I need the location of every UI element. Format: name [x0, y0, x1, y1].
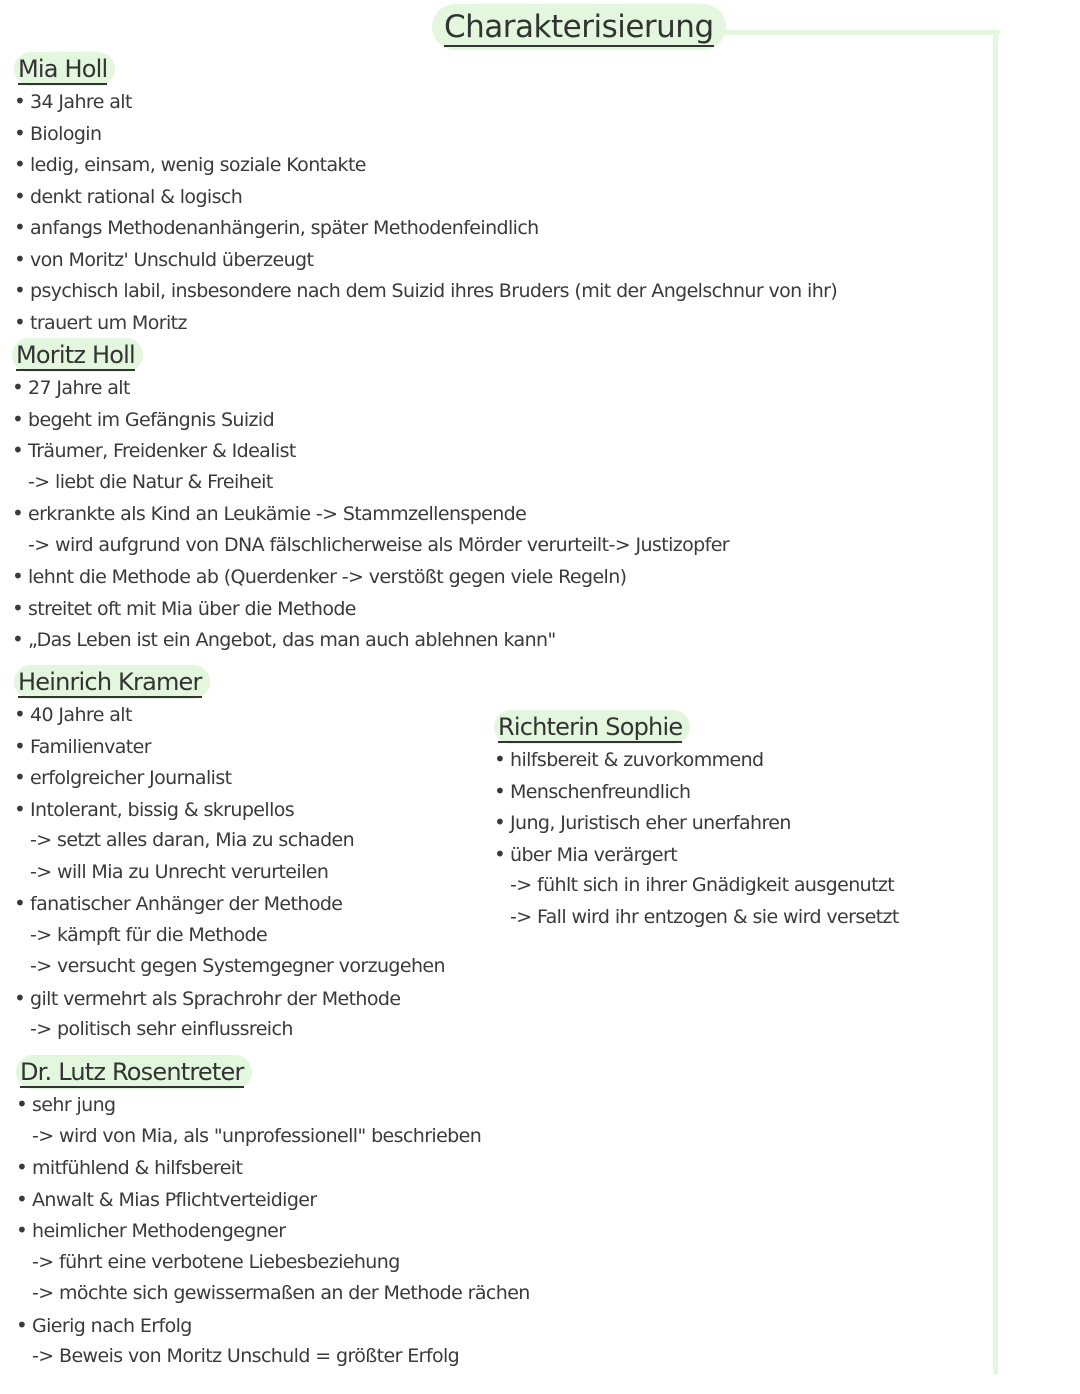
- point-text: trauert um Moritz: [30, 311, 187, 334]
- sub-point: [14, 951, 445, 983]
- point-text: mitfühlend & hilfsbereit: [32, 1157, 243, 1179]
- sub-point: [494, 870, 899, 902]
- point-text: -> fühlt sich in ihrer Gnädigkeit ausgenutzt: [510, 874, 895, 896]
- bullet-point: [14, 762, 445, 794]
- point-text: 40 Jahre alt: [30, 704, 132, 726]
- section-heading-text: Mia Holl: [18, 55, 108, 83]
- section-heading-text: Richterin Sophie: [498, 713, 683, 741]
- section-dr-lutz-rosentreter: [16, 1055, 530, 1373]
- point-text: sehr jung: [32, 1094, 116, 1116]
- point-text: -> wird aufgrund von DNA fälschlicherweise als Mörder verurteilt-> Justizopfer: [28, 533, 729, 556]
- point-text: Familienvater: [30, 735, 151, 758]
- point-text: Jung, Juristisch eher unerfahren: [510, 812, 791, 834]
- point-text: 34 Jahre alt: [30, 91, 132, 113]
- point-text: Gierig nach Erfolg: [32, 1314, 192, 1337]
- bullet-point: [16, 1152, 530, 1184]
- sub-point: [16, 1341, 530, 1373]
- point-text: -> möchte sich gewissermaßen an der Methode rächen: [32, 1282, 530, 1304]
- bullet-point: [16, 1184, 530, 1216]
- bullet-point: [14, 244, 837, 276]
- page-title: Charakterisierung: [432, 4, 726, 50]
- bullet-point: [14, 275, 837, 307]
- section-mia-holl: [14, 52, 837, 338]
- point-text: Menschenfreundlich: [510, 780, 691, 803]
- sub-point: [16, 1278, 530, 1310]
- point-text: Träumer, Freidenker & Idealist: [28, 440, 296, 462]
- point-text: „Das Leben ist ein Angebot, das man auch ablehnen kann": [28, 629, 556, 651]
- sub-point: [14, 1014, 445, 1046]
- point-text: Biologin: [30, 122, 102, 145]
- sub-point: [12, 530, 729, 562]
- bullet-point: [12, 498, 729, 530]
- bullet-point: [14, 181, 837, 213]
- bullet-point: [14, 118, 837, 150]
- section-richterin-sophie: [494, 710, 899, 933]
- point-text: streitet oft mit Mia über die Methode: [28, 597, 356, 620]
- bullet-point: [14, 731, 445, 763]
- bullet-point: [14, 307, 837, 339]
- section-heading: [16, 1055, 252, 1089]
- decorative-border-right: [993, 30, 998, 1375]
- point-text: hilfsbereit & zuvorkommend: [510, 749, 764, 771]
- bullet-point: [12, 404, 729, 436]
- bullet-point: [494, 839, 899, 871]
- section-heading: [14, 52, 115, 86]
- bullet-point: [14, 699, 445, 731]
- bullet-point: [14, 983, 445, 1015]
- point-text: fanatischer Anhänger der Methode: [30, 893, 343, 915]
- point-text: -> liebt die Natur & Freiheit: [28, 470, 273, 493]
- point-text: von Moritz' Unschuld überzeugt: [30, 248, 314, 271]
- bullet-point: [14, 86, 837, 118]
- point-text: über Mia verärgert: [510, 843, 678, 866]
- bullet-point: [12, 624, 729, 656]
- point-text: begeht im Gefängnis Suizid: [28, 408, 275, 431]
- bullet-point: [12, 561, 729, 593]
- section-heading-text: Dr. Lutz Rosentreter: [20, 1058, 244, 1086]
- point-text: anfangs Methodenanhängerin, später Methodenfeindlich: [30, 217, 539, 239]
- point-text: -> will Mia zu Unrecht verurteilen: [30, 860, 329, 883]
- point-text: -> wird von Mia, als "unprofessionell" beschrieben: [32, 1124, 482, 1147]
- section-heinrich-kramer: [14, 665, 445, 1046]
- point-text: -> setzt alles daran, Mia zu schaden: [30, 829, 355, 851]
- section-heading: [12, 338, 143, 372]
- bullet-point: [494, 776, 899, 808]
- bullet-point: [14, 888, 445, 920]
- sub-point: [14, 825, 445, 857]
- section-heading: [14, 665, 210, 699]
- section-heading-text: Heinrich Kramer: [18, 668, 202, 696]
- point-text: denkt rational & logisch: [30, 185, 243, 208]
- point-text: -> politisch sehr einflussreich: [30, 1018, 293, 1040]
- point-text: psychisch labil, insbesondere nach dem Suizid ihres Bruders (mit der Angelschnur von ihr): [30, 280, 838, 302]
- bullet-point: [494, 807, 899, 839]
- bullet-point: [14, 794, 445, 826]
- bullet-point: [16, 1310, 530, 1342]
- bullet-point: [14, 149, 837, 181]
- bullet-point: [16, 1089, 530, 1121]
- point-text: erkrankte als Kind an Leukämie -> Stammzellenspende: [28, 503, 527, 525]
- sub-point: [16, 1121, 530, 1153]
- point-text: -> Beweis von Moritz Unschuld = größter Erfolg: [32, 1345, 460, 1367]
- section-heading: [494, 710, 690, 744]
- sub-point: [14, 920, 445, 952]
- point-text: -> kämpft für die Methode: [30, 923, 268, 946]
- point-text: 27 Jahre alt: [28, 377, 130, 399]
- bullet-point: [12, 593, 729, 625]
- bullet-point: [12, 372, 729, 404]
- point-text: -> versucht gegen Systemgegner vorzugehen: [30, 955, 445, 977]
- point-text: -> Fall wird ihr entzogen & sie wird versetzt: [510, 905, 899, 928]
- point-text: Intolerant, bissig & skrupellos: [30, 798, 295, 821]
- point-text: gilt vermehrt als Sprachrohr der Methode: [30, 987, 401, 1010]
- bullet-point: [494, 744, 899, 776]
- sub-point: [14, 857, 445, 889]
- bullet-point: [14, 212, 837, 244]
- point-text: ledig, einsam, wenig soziale Kontakte: [30, 154, 366, 176]
- bullet-point: [12, 435, 729, 467]
- sub-point: [16, 1247, 530, 1279]
- bullet-point: [16, 1215, 530, 1247]
- sub-point: [12, 467, 729, 499]
- point-text: erfolgreicher Journalist: [30, 767, 232, 789]
- sub-point: [494, 902, 899, 934]
- point-text: -> führt eine verbotene Liebesbeziehung: [32, 1250, 400, 1273]
- section-moritz-holl: [12, 338, 729, 656]
- point-text: Anwalt & Mias Pflichtverteidiger: [32, 1188, 317, 1211]
- section-heading-text: Moritz Holl: [16, 341, 135, 369]
- point-text: heimlicher Methodengegner: [32, 1220, 286, 1242]
- point-text: lehnt die Methode ab (Querdenker -> verstößt gegen viele Regeln): [28, 566, 627, 588]
